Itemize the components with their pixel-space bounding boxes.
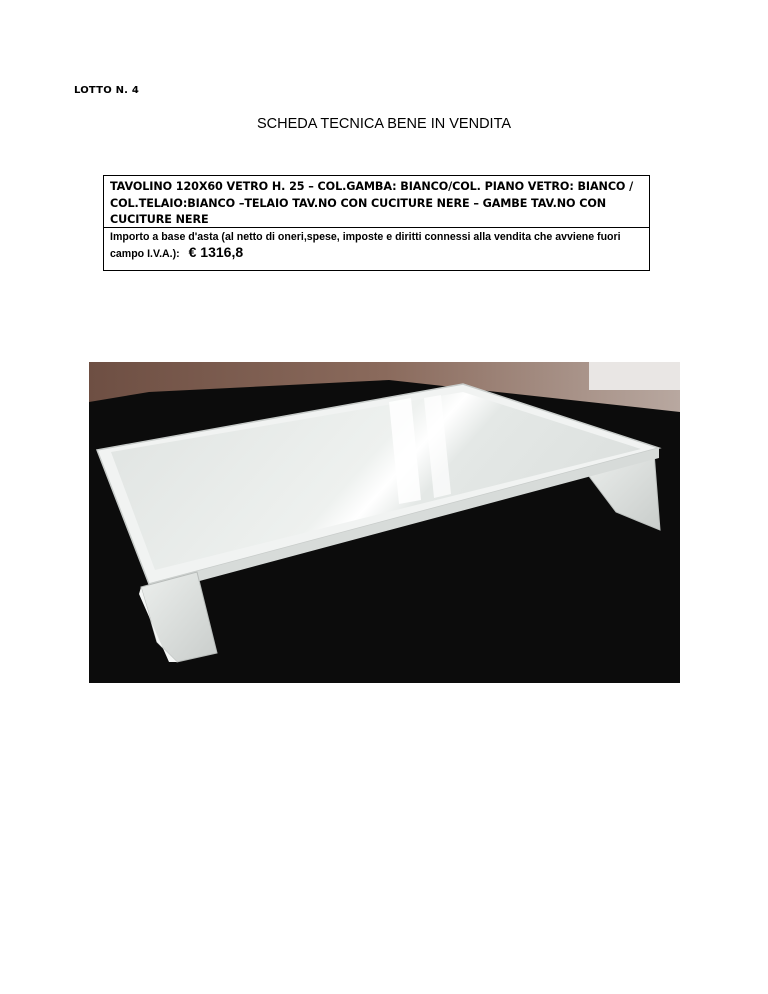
- document-title: SCHEDA TECNICA BENE IN VENDITA: [256, 116, 512, 132]
- price-label: Importo a base d'asta (al netto di oneri,spese, imposte e diritti connessi alla vendita che avviene fuori campo I.V.A.):: [110, 231, 621, 260]
- product-photo: [89, 362, 680, 683]
- price-row: [104, 228, 649, 262]
- spec-table: [103, 175, 650, 271]
- price-value: € 1316,8: [188, 244, 244, 260]
- lot-number: LOTTO N. 4: [74, 85, 139, 96]
- item-description: TAVOLINO 120X60 VETRO H. 25 – COL.GAMBA: BIANCO/COL. PIANO VETRO: BIANCO / COL.TELAIO:BIANCO –TELAIO TAV.NO CON CUCITURE NERE – GAMBE TAV.NO CON CUCITURE NERE: [104, 176, 649, 228]
- wall: [589, 362, 680, 390]
